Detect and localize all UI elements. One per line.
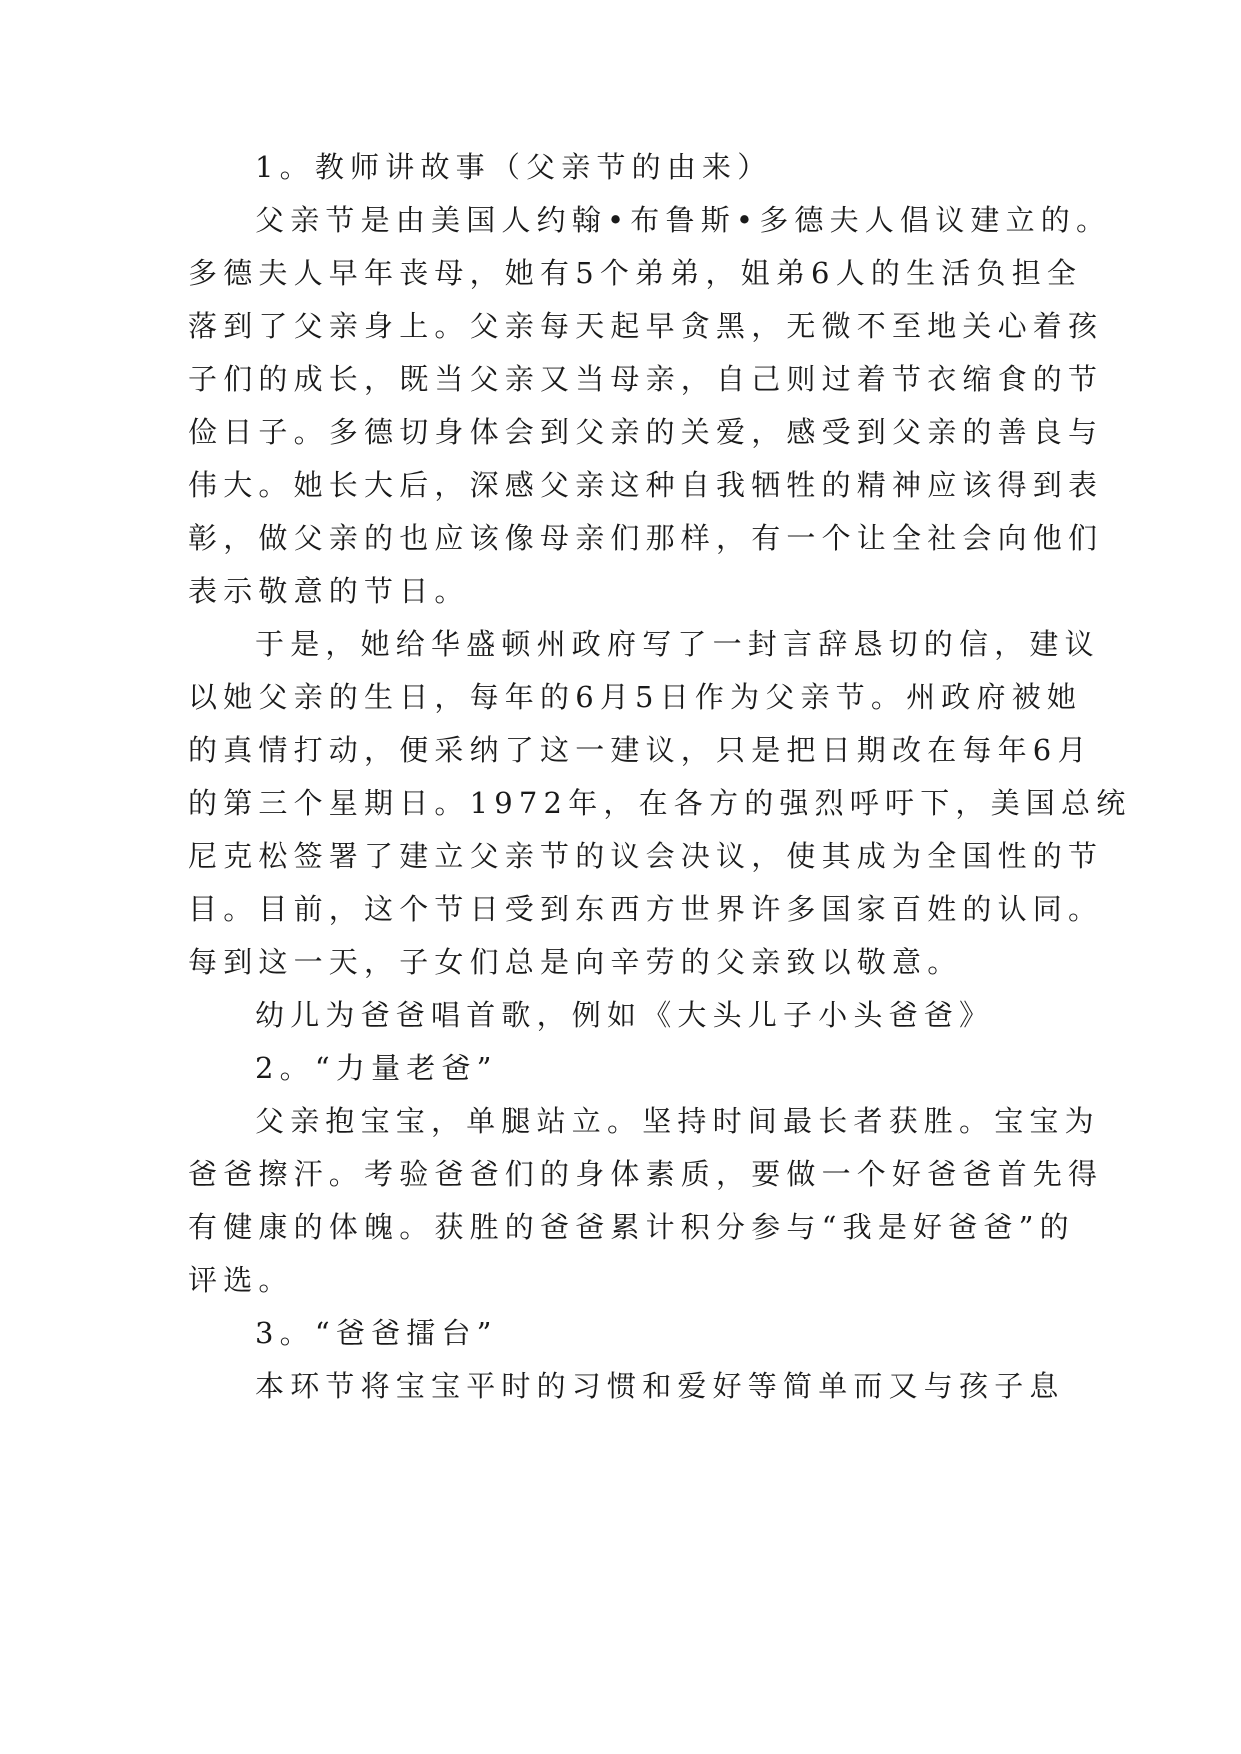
paragraph-line: 子们的成长，既当父亲又当母亲，自己则过着节衣缩食的节 (188, 362, 1104, 396)
paragraph-line: 父亲抱宝宝，单腿站立。坚持时间最长者获胜。宝宝为 (255, 1104, 1100, 1138)
paragraph-line: 彰，做父亲的也应该像母亲们那样，有一个让全社会向他们 (188, 521, 1104, 555)
paragraph-line: 尼克松签署了建立父亲节的议会决议，使其成为全国性的节 (188, 839, 1104, 873)
paragraph-line: 俭日子。多德切身体会到父亲的关爱，感受到父亲的善良与 (188, 415, 1104, 449)
paragraph-line: 父亲节是由美国人约翰•布鲁斯•多德夫人倡议建立的。 (255, 203, 1112, 237)
section-heading-1: 1。教师讲故事（父亲节的由来） (255, 150, 773, 184)
paragraph-line: 本环节将宝宝平时的习惯和爱好等简单而又与孩子息 (255, 1369, 1065, 1403)
paragraph-line: 评选。 (188, 1263, 294, 1297)
section-heading-2: 2。“力量老爸” (255, 1051, 498, 1085)
paragraph-line: 于是，她给华盛顿州政府写了一封言辞恳切的信，建议 (255, 627, 1100, 661)
paragraph-line: 幼儿为爸爸唱首歌，例如《大头儿子小头爸爸》 (255, 998, 995, 1032)
paragraph-line: 表示敬意的节日。 (188, 574, 470, 608)
paragraph-line: 爸爸擦汗。考验爸爸们的身体素质，要做一个好爸爸首先得 (188, 1157, 1104, 1191)
section-heading-3: 3。“爸爸擂台” (255, 1316, 498, 1350)
paragraph-line: 以她父亲的生日，每年的6月5日作为父亲节。州政府被她 (188, 680, 1083, 714)
paragraph-line: 多德夫人早年丧母，她有5个弟弟，姐弟6人的生活负担全 (188, 256, 1083, 290)
paragraph-line: 落到了父亲身上。父亲每天起早贪黑，无微不至地关心着孩 (188, 309, 1104, 343)
paragraph-line: 的真情打动，便采纳了这一建议，只是把日期改在每年6月 (188, 733, 1093, 767)
paragraph-line: 每到这一天，子女们总是向辛劳的父亲致以敬意。 (188, 945, 963, 979)
paragraph-line: 目。目前，这个节日受到东西方世界许多国家百姓的认同。 (188, 892, 1104, 926)
paragraph-line: 有健康的体魄。获胜的爸爸累计积分参与“我是好爸爸”的 (188, 1210, 1075, 1244)
paragraph-line: 伟大。她长大后，深感父亲这种自我牺牲的精神应该得到表 (188, 468, 1104, 502)
paragraph-line: 的第三个星期日。1972年，在各方的强烈呼吁下，美国总统 (188, 786, 1132, 820)
